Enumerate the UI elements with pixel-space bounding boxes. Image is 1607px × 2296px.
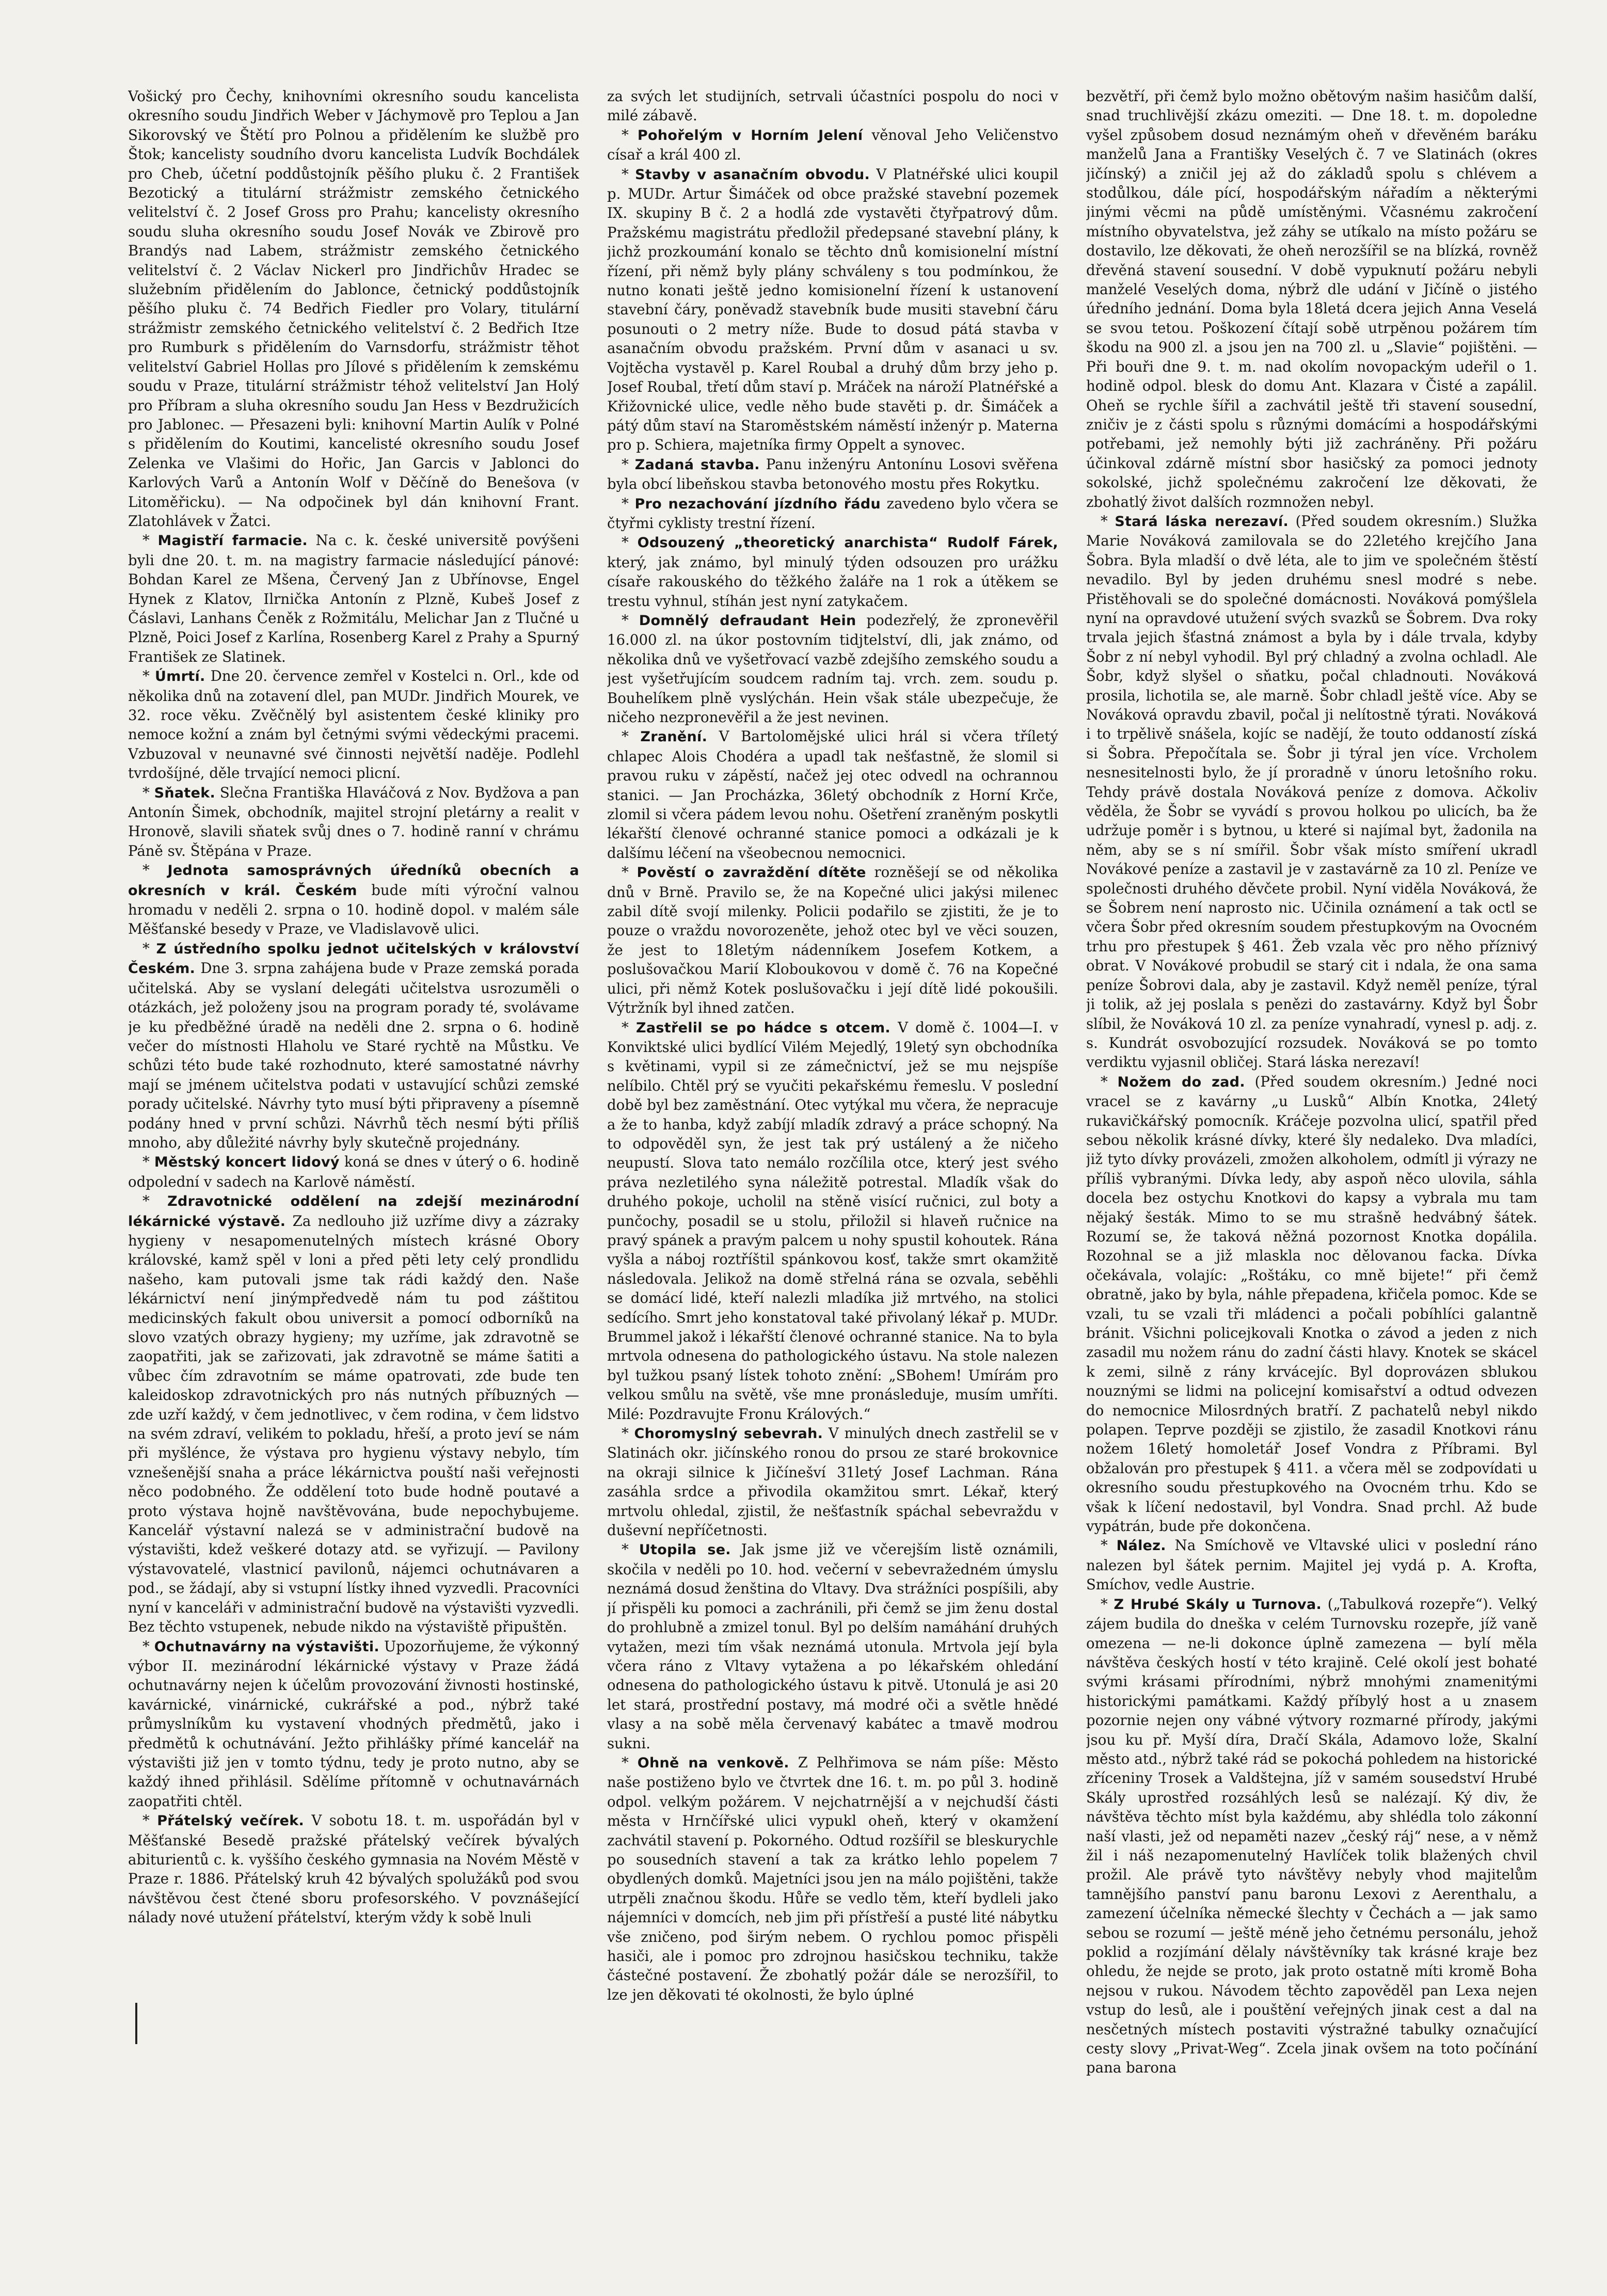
column-1	[128, 87, 579, 2229]
article-body: podezřelý, že zpronevěřil 16.000 zl. na úkor postovním tidjtelství, dli, jak známo, od několika dnů ve vyšetřovací vazbě zdejšího zemského soudu a jest vyšetřujícím soudcem radním taj. vrch. zem. soudu p. Bouhelíkem plně vyslýchán. Hein však stále ubezpečuje, že ničeho nezpronevěřil a že jest nevinen.	[607, 611, 1058, 726]
article: * Pro nezachování jízdního řádu zavedeno bylo včera se čtyřmi cyklisty trestní řízení.	[607, 495, 1058, 532]
article-heading: Nožem do zad.	[1117, 1074, 1245, 1090]
margin-mark	[135, 2003, 137, 2044]
article-body: (Před soudem okresním.) Služka Marie Nováková zamilovala se do 22letého krejčího Jana Šobra. Byla mladší o dvě léta, ale to jim ve společném štěstí nevadilo. Byl by jeden druhému snesl modré s nebe. Přistěhovali se do společné domácnosti. Nováková pomýšlela nyní na opravdové utužení svých svazků se Šobrem. Dva roky trvala jejich šťastná známost a byla by i dále trvala, kdyby Šobr z ní nebyl vyhodil. Byl prý chladný a zvolna ochladl. Ale Šobr, když slyšel o sňatku, počal chladnouti. Nováková prosila, lichotila se, ale marně. Šobr chladl ještě více. Aby se Nováková opravdu zbavil, počal ji nelítostně týrati. Nováková i to trpělivě snášela, kojíc se nadějí, že touto oddaností získá si Šobra. Přepočítala se. Šobr ji týral jen více. Vrcholem nesnesitelnosti bylo, že jí proradně v únoru letošního roku. Tehdy právě dostala Nováková peníze z domova. Ačkoliv věděla, že Šobr se vyvádí s provou holkou po ulicích, ba že udržuje poměr i s bytnou, u které si najímal byt, žadonila na něm, aby se s ní smířil. Šobr však místo smíření ukradl Novákové peníze a zastavil je v zastavárně za 10 zl. Peníze ve společnosti druhého děvčete probil. Nyní viděla Nováková, že se Šobrem není naprosto nic. Učinila oznámení a tak octl se včera Šobr před okresním soudem přestupkovým na Ovocném trhu pro přestupek § 461. Žeb vzala věc pro něho příznivý obrat. V Novákové probudil se starý cit i ndala, že ona sama peníze Šobrovi dala, aby je zastavil. Když neměl peníze, týral ji tolik, až jej poslala s penězi do zastavárny. Když byl Šobr slíbil, že Nováková 10 zl. za peníze vynahradí, vynesl p. adj. z. s. Kundrát osvobozující rozsudek. Nováková se po tomto verdiktu vyjasnil obličej. Stará láska nerezaví!	[1086, 512, 1537, 1071]
article: * Domnělý defraudant Hein podezřelý, že zpronevěřil 16.000 zl. na úkor postovním tidjtelství, dli, jak známo, od několika dnů ve vyšetřovací vazbě zdejšího zemského soudu a jest vyšetřujícím soudcem radním taj. vrch. zem. soudu p. Bouhelíkem plně vyslýchán. Hein však stále ubezpečuje, že ničeho nezpronevěřil a že jest nevinen.	[607, 611, 1058, 726]
article: * Pohořelým v Horním Jelení věnoval Jeho Veličenstvo císař a král 400 zl.	[607, 126, 1058, 164]
article-body: za svých let studijních, setrvali účastníci pospolu do noci v milé zábavě.	[607, 88, 1058, 124]
article-body: Dne 20. července zemřel v Kostelci n. Orl., kde od několika dnů na zotavení dlel, pan MUDr. Jindřich Mourek, ve 32. roce věku. Zvěčnělý byl asistentem české kliniky pro nemoce kožní a znám byl četnými svými vědeckými pracemi. Vzbuzoval v neunavné své činnosti největší naděje. Podlehl tvrdošíjné, děle trvající nemoci plicní.	[128, 667, 579, 782]
article-body: bezvětří, při čemž bylo možno obětovým našim hasičům další, snad truchlivější zkázu omeziti. — Dne 18. t. m. dopoledne vyšel způsobem dosud neznámým oheň v dřevěném baráku manželů Jana a Františky Veselých č. 7 ve Slatinách (okres jičínský) a zničil jej až do základů spolu s chlévem a stodůlkou, dále pící, hospodářským nářadím a některými jinými věcmi na půdě umístěnými. Včasnému zakročení místního obyvatelstva, jež záhy se utíkalo na místo požáru se dostavilo, lze děkovati, že oheň nerozšířil se na blízká, rovněž dřevěná stavení sousední. V době vypuknutí požáru nebyli manželé Veselých doma, nýbrž dle udání v Jičíně o jistého úředního jednání. Doma byla 18letá dcera jejich Anna Veselá se svou tetou. Poškození čítají sobě utrpěnou požárem tím škodu na 900 zl. a jsou jen na 700 zl. u „Slavie“ pojištěni. — Při bouři dne 9. t. m. nad okolím novopackým udeřil o 1. hodině odpol. blesk do domu Ant. Klazara v Čisté a zapálil. Oheň se rychle šířil a zachvátil ještě tři stavení sousední, zničiv je z části spolu s různými domácími a hospodářskými potřebami, jež nemohly býti již zachráněny. Při požáru účinkoval zdárně místní sbor hasičský za pomoci jednoty sokolské, jichž společnému zakročení lze děkovati, že zbohatlý život dalších rozmnožen nebyl.	[1086, 88, 1537, 511]
article-body: („Tabulková rozepře“). Velký zájem budila do dneška v celém Turnovsku rozepře, jíž vaně omezena — ne-li dokonce úplně zamezena — bylí měla návštěva českých hostí v této krajině. Celé okolí jest bohaté svými krásami přírodními, nýbrž mnohými znamenitými historickými památkami. Každý příbylý host a u znasem pozornie nejen ony vábné výtvory rozmarné přírody, jakými jsou ku př. Myší díra, Dračí Skála, Adamovo lože, Skalní město atd., nýbrž také rád se pokochá pohledem na historické zříceniny Trosek a Valdštejna, jíž v samém sousedství Hrubé Skály uprostřed rozsáhlých lesů se nalézají. Ký div, že návštěva těchto míst byla každému, aby shlédla tolo zákonní naší vlasti, jež od nepaměti nazev „český ráj“ nese, a v němž žil i náš nezapomenutelný Havlíček tolik blažených chvil prožil. Ale právě tyto návštěvy nebyly vhod majitelům tamnějšího panství panu baronu Lexovi z Aerenthalu, a zamezení účelníka německé šlechty v Čechách a — jak samo sebou se rozumí — ještě méně jeho četnému personálu, jehož poklid a rozjímání dělaly návštěvníky tak krásné kraje bez ohledu, že nejde se proto, jak proto ostatně míti kromě Boha nejsou v rukou. Návodem těchto zapověděl pan Lexa nejen vstup do lesů, ale i pouštění veřejných jinak cest a dal na nesčetných místech postaviti výstražné tabulky označující cesty slovy „Privat-Weg“. Zcela jinak ovšem na toto počínání pana barona	[1086, 1595, 1537, 2077]
article: * Nález. Na Smíchově ve Vltavské ulici v poslední ráno nalezen byl šátek pernim. Majitel jej vydá p. A. Krofta, Smíchov, vedle Austrie.	[1086, 1537, 1537, 1593]
article-heading: Domnělý defraudant Hein	[639, 612, 856, 629]
article-heading: Pověstí o zavraždění dítěte	[637, 865, 866, 881]
article: * Stavby v asanačním obvodu. V Platnéřské ulici koupil p. MUDr. Artur Šimáček od obce pražské stavební pozemek IX. skupiny B č. 2 a hodlá zde vystavěti čtyřpatrový dům. Pražskému magistrátu předložil předepsané stavební plány, k jichž prozkoumání konalo se těchto dnů komisionelní místní řízení, při němž byly plány schváleny s tou podmínkou, že nutno konati ještě jedno komisionelní řízení k ustanovení stavební čáry, poněvadž stavebník bude musiti stavební čáru posunouti o 2 metry níže. Bude to dosud pátá stavba v asanačním obvodu pražském. První dům v asanaci u sv. Vojtěcha vystavěl p. Karel Roubal a druhý dům brzy jeho p. Josef Roubal, třetí dům staví p. Mráček na nároží Platnéřské a Křižovnické ulice, vedle něho bude stavěti p. dr. Šimáček a pátý dům staví na Staroměstském náměstí inženýr p. Materna pro p. Schiera, majetníka firmy Oppelt a synovec.	[607, 165, 1058, 454]
article-heading: Jednota samosprávných úředníků obecních a okresních v král. Českém	[128, 863, 579, 899]
article: * Utopila se. Jak jsme již ve včerejším listě oznámili, skočila v neděli po 10. hod. večerní v sebevražedném úmyslu neznámá dosud ženština do Vltavy. Dva strážníci pospíšili, aby jí přispěli ku pomoci a zachránili, při čemž se jim ženu dostal do prohlubně a zmizel tonul. Byl po delším namáhání druhých vytažen, mezi tím však neznámá utonula. Mrtvola její byla včera ráno z Vltavy vytažena a po lékařském ohledání odnesena do pathologického ústavu k pitvě. Utonulá je asi 20 let stará, prostřední postavy, má modré oči a světle hnědé vlasy a na sobě měla červenavý kabátec a tmavě modrou sukni.	[607, 1541, 1058, 1752]
article-body: Na c. k. české universitě povýšeni byli dne 20. t. m. na magistry farmacie následující pánové: Bohdan Karel ze Mšena, Červený Jan z Ubřínovse, Engel Hynek z Klatov, Ilrnička Antonín z Plzně, Kubeš Josef z Čáslavi, Lanhans Čeněk z Rožmitálu, Melichar Jan z Tlučné u Plzně, Poici Josef z Karlína, Rosenberg Karel z Prahy a Spurný František ze Slatinek.	[128, 532, 579, 665]
columns-container	[128, 87, 1537, 2229]
column-3	[1086, 87, 1537, 2229]
article-body: V Platnéřské ulici koupil p. MUDr. Artur Šimáček od obce pražské stavební pozemek IX. skupiny B č. 2 a hodlá zde vystavěti čtyřpatrový dům. Pražskému magistrátu předložil předepsané stavební plány, k jichž prozkoumání konalo se těchto dnů komisionelní místní řízení, při němž byly plány schváleny s tou podmínkou, že nutno konati ještě jedno komisionelní řízení k ustanovení stavební čáry, poněvadž stavebník bude musiti stavební čáru posunouti o 2 metry níže. Bude to dosud pátá stavba v asanačním obvodu pražském. První dům v asanaci u sv. Vojtěcha vystavěl p. Karel Roubal a druhý dům brzy jeho p. Josef Roubal, třetí dům staví p. Mráček na nároží Platnéřské a Křižovnické ulice, vedle něho bude stavěti p. dr. Šimáček a pátý dům staví na Staroměstském náměstí inženýr p. Materna pro p. Schiera, majetníka firmy Oppelt a synovec.	[607, 165, 1058, 454]
article-body: Upozorňujeme, že výkonný výbor II. mezinárodní lékárnické výstavy v Praze žádá ochutnavárny nejen k účelům provozování živnosti hostinské, kavárnické, vinárnické, cukrářské a pod., nýbrž také průmyslníkům ku vystavení vhodných předmětů, jako i předmětů k ochutnávání. Ježto přihlášky přímé kancelář na výstavišti již jen v tomto týdnu, tedy je proto nutno, aby se každý ihned přihlásil. Sdělíme přítomně v ochutnavárnách zaopatřiti chtěl.	[128, 1637, 579, 1810]
article: * Zadaná stavba. Panu inženýru Antonínu Losovi svěřena byla obcí libeňskou stavba betonového mostu přes Rokytku.	[607, 455, 1058, 493]
article-body: (Před soudem okresním.) Jedné noci vracel se z kavárny „u Lusků“ Albín Knotka, 24letý rukavičkářský pomocník. Kráčeje pozvolna ulicí, spatřil před sebou několik krásné dívky, které šly nedaleko. Dva mladíci, již tyto dívky provázeli, zmožen alkoholem, odmítl ji výrazy ne příliš vybranými. Dívka ledy, aby aspoň něco ulovila, sáhla docela bez ostychu Knotkovi do kapsy a vybrala mu tam nějaký šesták. Mimo to se mu strašně hedvábný šátek. Rozumí se, že taková něžná pozornost Knotka dopálila. Rozohnal se a již mlaskla noc dělovanou facka. Dívka očekávala, volajíc: „Roštáku, co mně bijete!“ při čemž obratně, jako by byla, náhle přepadena, křičela pomoc. Kde se vzali, tu se vzali tři mládenci a počali pobíhlíci galantně bránit. Všichni policejkovali Knotka o závod a jeden z nich zasadil mu nožem ránu do zadní části hlavy. Knotek se skácel k zemi, silně z rány krvácejíc. Byl doprovázen sblukou nouznými se lidmi na policejní komisařství a odtud odvezen do nemocnice Milosrdných bratří. Z pachatelů nebyl nikdo polapen. Teprve později se zjistilo, že zasadil Knotkovi ránu nožem 16letý homoletář Josef Vondra z Příbrami. Byl obžalován pro přestupek § 411. a včera měl se zodpovídati u okresního soudu přestupkového na Ovocném trhu. Kdo se však k líčení nedostavil, byl Vondra. Snad prchl. Až bude vypátrán, bude pře dokončena.	[1086, 1073, 1537, 1535]
article-body: Vošický pro Čechy, knihovními okresního soudu kancelista okresního soudu Jindřich Weber v Jáchymově pro Teplou a Jan Sikorovský ve Štětí pro Polnou a přidělením ke službě pro Štok; kancelisty soudního dvoru kancelista Ludvík Bochdálek pro Cheb, účetní poddůstojník pěšího pluku č. 2 František Bezotický a titulární strážmistr zemského četnického velitelství č. 2 Josef Gross pro Prahu; kancelisty okresního soudu sluha okresního soudu Josef Novák ve Zbirově pro Brandýs nad Labem, strážmistr zemského četnického velitelství č. 2 Václav Nickerl pro Jindřichův Hradec se služebním přidělením do Jablonce, četnický poddůstojník pěšího pluku č. 74 Bedřich Fiedler pro Volary, titulární strážmistr zemského četnického velitelství č. 2 Bedřich Itze pro Rumburk s přidělením do Varnsdorfu, strážmistr těhot velitelství Gabriel Hollas pro Jílové s přidělením k zemskému soudu v Praze, titulární strážmistr téhož velitelství Jan Holý pro Příbram a sluha okresního soudu Jan Hess v Bezdružicích pro Jablonec. — Přesazeni byli: knihovní Martin Aulík v Polné s přidělením do Koutimi, kancelisté okresního soudu Josef Zelenka ve Vlašimi do Hořic, Jan Garcis v Jablonci do Karlových Varů a Antonín Wolf v Děčíně do Benešova (v Litoměřicku). — Na odpočinek byl dán knihovní Frant. Zlatohlávek v Žatci.	[128, 88, 579, 530]
article-body: koná se dnes v úterý o 6. hodině odpolední v sadech na Karlově náměstí.	[128, 1153, 579, 1190]
article-heading: Zadaná stavba.	[634, 456, 760, 473]
article-heading: Přátelský večírek.	[157, 1813, 305, 1829]
article-body: rozněšejí se od několika dnů v Brně. Pravilo se, že na Kopečné ulici jakýsi milenec zabil dítě svojí milenky. Policii podařilo se zjistiti, že je to pouze o vraždu novorozeněte, jehož otec byl ve věci souzen, že jest to 18letým nádenníkem Josefem Kotkem, a poslušovačkou Marií Kloboukovou v domě č. 76 na Kopečné ulici, při němž Kotek poslušovačku i její dítě lidé pokoušili. Výtržník byl ihned zatčen.	[607, 864, 1058, 1017]
article-heading: Zdravotnické oddělení na zdejší mezinárodní lékárnické výstavě.	[128, 1193, 579, 1230]
article-body: Na Smíchově ve Vltavské ulici v poslední ráno nalezen byl šátek pernim. Majitel jej vydá p. A. Krofta, Smíchov, vedle Austrie.	[1086, 1537, 1537, 1593]
article: * Magistří farmacie. Na c. k. české universitě povýšeni byli dne 20. t. m. na magistry farmacie následující pánové: Bohdan Karel ze Mšena, Červený Jan z Ubřínovse, Engel Hynek z Klatov, Ilrnička Antonín z Plzně, Kubeš Josef z Čáslavi, Lanhans Čeněk z Rožmitálu, Melichar Jan z Tlučné u Plzně, Poici Josef z Karlína, Rosenberg Karel z Prahy a Spurný František ze Slatinek.	[128, 532, 579, 665]
article	[1086, 87, 1537, 512]
article-body: Panu inženýru Antonínu Losovi svěřena byla obcí libeňskou stavba betonového mostu přes Rokytku.	[607, 455, 1058, 493]
article-body: V domě č. 1004—I. v Konviktské ulici bydlící Vilém Mejedlý, 19letý syn obchodníka s květinami, vypil si ze zámečnictví, jež se mu nejspíše nelíbilo. Chtěl prý se vyučiti pekařskému řemeslu. V poslední době byl bez zaměstnání. Otec vytýkal mu včera, že nepracuje a že to hanba, když zabíjí mladík zdravý a práce schopný. Na to odpověděl syn, že jest tak prý ustálený a že ničeho neupustí. Slova tato nemálo rozčílila otce, který jest svého práva nezletilého syna náležitě potrestal. Mladík však do druhého pokoje, ucholil na stěně visící ručnici, zul boty a punčochy, posadil se u stolu, přiložil si hlaveň ručnice na pravý spánek a pravým palcem u nohy spustil kohoutek. Rána vyšla a náboj roztříštil spánkovou kosť, takže smrt okamžitě následovala. Jelikož na domě střelná rána se ozvala, seběhli se domácí lidé, kteří nalezli mladíka již mrtvého, na stolici sedícího. Smrt jeho konstatoval také přivolaný lékař p. MUDr. Brummel jakož i lékařští členové ochranné stanice. Na to byla mrtvola odnesena do pathologického ústavu. Na stole nalezen byl tužkou psaný lístek tohoto znění: „SBohem! Umírám pro velkou smůlu na světě, vše mne pronásleduje, musím umříti. Milé: Pozdravujte Fronu Králových.“	[607, 1018, 1058, 1423]
article: * Z Hrubé Skály u Turnova. („Tabulková rozepře“). Velký zájem budila do dneška v celém Turnovsku rozepře, jíž vaně omezena — ne-li dokonce úplně zamezena — bylí měla návštěva českých hostí v této krajině. Celé okolí jest bohaté svými krásami přírodními, nýbrž mnohými znamenitými historickými památkami. Každý příbylý host a u znasem pozornie nejen ony vábné výtvory rozmarné přírody, jakými jsou ku př. Myší díra, Dračí Skála, Adamovo lože, Skalní město atd., nýbrž také rád se pokochá pohledem na historické zříceniny Trosek a Valdštejna, jíž v samém sousedství Hrubé Skály uprostřed rozsáhlých lesů se nalézají. Ký div, že návštěva těchto míst byla každému, aby shlédla tolo zákonní naší vlasti, jež od nepaměti nazev „český ráj“ nese, a v němž žil i náš nezapomenutelný Havlíček tolik blažených chvil prožil. Ale právě tyto návštěvy nebyly vhod majitelům tamnějšího panství panu baronu Lexovi z Aerenthalu, a zamezení účelníka německé šlechty v Čechách a — jak samo sebou se rozumí — ještě méně jeho četnému personálu, jehož poklid a rozjímání dělaly návštěvníky tak krásné kraje bez ohledu, že nejde se proto, jak proto ostatně míti kromě Boha nejsou v rukou. Návodem těchto zapověděl pan Lexa nejen vstup do lesů, ale i pouštění veřejných jinak cest a dal na nesčetných místech postaviti výstražné tabulky označující cesty slovy „Privat-Weg“. Zcela jinak ovšem na toto počínání pana barona	[1086, 1595, 1537, 2077]
article: * Jednota samosprávných úředníků obecních a okresních v král. Českém bude míti výroční valnou hromadu v neděli 2. srpna o 10. hodině dopol. v malém sále Měšťanské besedy v Praze, ve Vladislavově ulici.	[128, 862, 579, 938]
article: * Ochutnavárny na výstavišti. Upozorňujeme, že výkonný výbor II. mezinárodní lékárnické výstavy v Praze žádá ochutnavárny nejen k účelům provozování živnosti hostinské, kavárnické, vinárnické, cukrářské a pod., nýbrž také průmyslníkům ku vystavení vhodných předmětů, jako i předmětů k ochutnávání. Ježto přihlášky přímé kancelář na výstavišti již jen v tomto týdnu, tedy je proto nutno, aby se každý ihned přihlásil. Sdělíme přítomně v ochutnavárnách zaopatřiti chtěl.	[128, 1637, 579, 1810]
article-body: bude míti výroční valnou hromadu v neděli 2. srpna o 10. hodině dopol. v malém sále Měšťanské besedy v Praze, ve Vladislavově ulici.	[128, 881, 579, 938]
article-heading: Úmrtí.	[155, 668, 205, 685]
article-body: Slečna Františka Hlaváčová z Nov. Bydžova a pan Antonín Šimek, obchodník, majitel strojní pletárny a realit v Hronově, slavili sňatek svůj dnes o 7. hodině ranní v chrámu Páně sv. Štěpána v Praze.	[128, 784, 579, 859]
article-body: V minulých dnech zastřelil se v Slatinách okr. jičínského ronou do prsou ze staré brokovnice na okraji silnice k Jičínešví 31letý Josef Lachman. Rána zasáhla srdce a přivodila okamžitou smrt. Lékař, který mrtvolu ohledal, zjistil, že nešťastník spáchal sebevraždu v duševní nepříčetnosti.	[607, 1425, 1058, 1539]
article-heading: Z Hrubé Skály u Turnova.	[1113, 1596, 1322, 1613]
article: * Přátelský večírek. V sobotu 18. t. m. uspořádán byl v Měšťanské Besedě pražské přátelský večírek bývalých abiturientů c. k. vyššího českého gymnasia na Novém Městě v Praze r. 1886. Přátelský kruh 42 bývalých spolužáků pod svou návštěvou čest čtené sboru profesorského. V povznášející nálady nové utužení přátelství, kterým vždy k sobě lnuli	[128, 1812, 579, 1926]
article: * Choromyslný sebevrah. V minulých dnech zastřelil se v Slatinách okr. jičínského ronou do prsou ze staré brokovnice na okraji silnice k Jičínešví 31letý Josef Lachman. Rána zasáhla srdce a přivodila okamžitou smrt. Lékař, který mrtvolu ohledal, zjistil, že nešťastník spáchal sebevraždu v duševní nepříčetnosti.	[607, 1425, 1058, 1539]
article-body: Dne 3. srpna zahájena bude v Praze zemská porada učitelská. Aby se vyslaní delegáti učitelstva usrozuměli o otázkách, jež položeny jsou na program porady té, svolávame je ku předběžné úradě na neděli dne 2. srpna o 6. hodině večer do místnosti Hlaholu ve Staré rychtě na Můstku. Ve schůzi této bude také rozhodnuto, které samostatné návrhy mají se jménem učitelstva podati v ustavující schůzi zemské porady učitelské. Návrhy tyto musí býti připraveny a písemně podány hned v první schůzi. Návrhů těch nesmí býti příliš mnoho, aby důležité návrhy byly skutečně projednány.	[128, 960, 579, 1151]
article-heading: Pro nezachování jízdního řádu	[634, 496, 881, 512]
article-heading: Choromyslný sebevrah.	[634, 1426, 823, 1442]
article: * Ohně na venkově. Z Pelhřimova se nám píše: Město naše postiženo bylo ve čtvrtek dne 16. t. m. po půl 3. hodině odpol. velkým požárem. V nejchatrnější a v nejchudší části města v Hrnčířské ulici vypukl oheň, který v okamžení zachvátil stavení p. Pokorného. Odtud rozšířil se bleskurychle po sousedních stavení a tak za krátko lehlo popelem 7 obydlených domků. Majetníci jsou jen na málo pojištěni, takže utrpěli značnou škodu. Hůře se vedlo těm, kteří bydleli jako nájemníci v domcích, neb jim při přístřeší a pusté lité nábytku vše zničeno, pod širým nebem. O rychlou pomoc přispěli hasiči, ale i pomoc pro zdrojnou hasičskou techniku, takže částečné postavení. Že zbohatlý požár dále se nerozšířil, to lze jen děkovati té okolnosti, že bylo úplné	[607, 1753, 1058, 2003]
article: * Zranění. V Bartolomějské ulici hrál si včera tříletý chlapec Alois Chodéra a upadl tak nešťastně, že slomil si pravou ruku v zápěstí, načež jej otec odvedl na ochrannou stanici. — Jan Procházka, 36letý obchodník z Horní Krče, zlomil si včera pádem levou nohu. Ošetření zraněným poskytli lékařští členové ochranné stanice pomoci a odkázali je k dalšímu léčení na všeobecnou nemocnici.	[607, 728, 1058, 862]
article	[607, 87, 1058, 125]
article-body: V Bartolomějské ulici hrál si včera tříletý chlapec Alois Chodéra a upadl tak nešťastně, že slomil si pravou ruku v zápěstí, načež jej otec odvedl na ochrannou stanici. — Jan Procházka, 36letý obchodník z Horní Krče, zlomil si včera pádem levou nohu. Ošetření zraněným poskytli lékařští členové ochranné stanice pomoci a odkázali je k dalšímu léčení na všeobecnou nemocnici.	[607, 728, 1058, 862]
article: * Zdravotnické oddělení na zdejší mezinárodní lékárnické výstavě. Za nedlouho již uzříme divy a zázraky hygieny v nesapomenutelných místech krásné Obory královské, kamž spěl v loni a před pěti lety celý prondlidu našeho, kam putovali jsme tak rádi každý den. Naše lékárnictví není jinýmpředvedě nám tu pod záštitou medicinských fakult obou universit a pomocí odborníků na slovo vzatých obrazy hygieny; my uzříme, jak zdravotně se zaopatřiti, jak se zařizovati, jak zdravotně se máme šatiti a vůbec čím zdravotním se máme opatrovati, zde bude ten kaleidoskop zdravotnických pro nás nutných příbuzných — zde uzří každý, v čem jednotlivec, v čem rodina, v čem lidstvo na svém zdraví, velikém to pokladu, hřeší, a proto jeví se nám při myšlénce, že výstava pro hygienu výstavy nebylo, tím vznešenější snaha a práce lékárnictva pouští naši veřejnosti něco podobného. Že oddělení toto bude hodně poutavé a proto výstava hojně navštěvována, bude nepochybujeme. Kancelář výstavní nalezá se v administrační budově na výstavišti, kdež veškeré dotazy atd. se vyřizují. — Pavilony výstavovatelé, vlastnicí pavilonů, nájemci ochutnávaren a pod., se žádají, aby si vstupní lístky ihned vyzvedli. Pracovníci nyní v kanceláři v administrační budově na výstavišti vyzvedli. Bez těchto vstupenek, nebude nikdo na výstaviště připuštěn.	[128, 1192, 579, 1636]
article: * Úmrtí. Dne 20. července zemřel v Kostelci n. Orl., kde od několika dnů na zotavení dlel, pan MUDr. Jindřich Mourek, ve 32. roce věku. Zvěčnělý byl asistentem české kliniky pro nemoce kožní a znám byl četnými svými vědeckými pracemi. Vzbuzoval v neunavné své činnosti největší naděje. Podlehl tvrdošíjné, děle trvající nemoci plicní.	[128, 667, 579, 782]
article-heading: Sňatek.	[154, 785, 216, 801]
article-heading: Ochutnavárny na výstavišti.	[154, 1638, 379, 1655]
article-heading: Zastřelil se po hádce s otcem.	[636, 1019, 890, 1036]
article-body: Z Pelhřimova se nám píše: Město naše postiženo bylo ve čtvrtek dne 16. t. m. po půl 3. hodině odpol. velkým požárem. V nejchatrnější a v nejchudší části města v Hrnčířské ulici vypukl oheň, který v okamžení zachvátil stavení p. Pokorného. Odtud rozšířil se bleskurychle po sousedních stavení a tak za krátko lehlo popelem 7 obydlených domků. Majetníci jsou jen na málo pojištěni, takže utrpěli značnou škodu. Hůře se vedlo těm, kteří bydleli jako nájemníci v domcích, neb jim při přístřeší a pusté lité nábytku vše zničeno, pod širým nebem. O rychlou pomoc přispěli hasiči, ale i pomoc pro zdrojnou hasičskou techniku, takže částečné postavení. Že zbohatlý požár dále se nerozšířil, to lze jen děkovati té okolnosti, že bylo úplné	[607, 1753, 1058, 2003]
article: * Městský koncert lidový koná se dnes v úterý o 6. hodině odpolední v sadech na Karlově náměstí.	[128, 1153, 579, 1190]
article-body: V sobotu 18. t. m. uspořádán byl v Měšťanské Besedě pražské přátelský večírek bývalých abiturientů c. k. vyššího českého gymnasia na Novém Městě v Praze r. 1886. Přátelský kruh 42 bývalých spolužáků pod svou návštěvou čest čtené sboru profesorského. V povznášející nálady nové utužení přátelství, kterým vždy k sobě lnuli	[128, 1812, 579, 1926]
article: * Nožem do zad. (Před soudem okresním.) Jedné noci vracel se z kavárny „u Lusků“ Albín Knotka, 24letý rukavičkářský pomocník. Kráčeje pozvolna ulicí, spatřil před sebou několik krásné dívky, které šly nedaleko. Dva mladíci, již tyto dívky provázeli, zmožen alkoholem, odmítl ji výrazy ne příliš vybranými. Dívka ledy, aby aspoň něco ulovila, sáhla docela bez ostychu Knotkovi do kapsy a vybrala mu tam nějaký šesták. Mimo to se mu strašně hedvábný šátek. Rozumí se, že taková něžná pozornost Knotka dopálila. Rozohnal se a již mlaskla noc dělovanou facka. Dívka očekávala, volajíc: „Roštáku, co mně bijete!“ při čemž obratně, jako by byla, náhle přepadena, křičela pomoc. Kde se vzali, tu se vzali tři mládenci a počali pobíhlíci galantně bránit. Všichni policejkovali Knotka o závod a jeden z nich zasadil mu nožem ránu do zadní části hlavy. Knotek se skácel k zemi, silně z rány krvácejíc. Byl doprovázen sblukou nouznými se lidmi na policejní komisařství a odtud odvezen do nemocnice Milosrdných bratří. Z pachatelů nebyl nikdo polapen. Teprve později se zjistilo, že zasadil Knotkovi ránu nožem 16letý homoletář Josef Vondra z Příbrami. Byl obžalován pro přestupek § 411. a včera měl se zodpovídati u okresního soudu přestupkového na Ovocném trhu. Kdo se však k líčení nedostavil, byl Vondra. Snad prchl. Až bude vypátrán, bude pře dokončena.	[1086, 1073, 1537, 1535]
article	[128, 87, 579, 531]
article-heading: Zranění.	[640, 729, 708, 745]
article: * Sňatek. Slečna Františka Hlaváčová z Nov. Bydžova a pan Antonín Šimek, obchodník, majitel strojní pletárny a realit v Hronově, slavili sňatek svůj dnes o 7. hodině ranní v chrámu Páně sv. Štěpána v Praze.	[128, 784, 579, 859]
article-body: který, jak známo, byl minulý týden odsouzen pro urážku císaře rakouského do těžkého žaláře na 1 rok a útěkem se trestu vyhnul, stíhán jest nyní zatykačem.	[607, 553, 1058, 610]
article: * Stará láska nerezaví. (Před soudem okresním.) Služka Marie Nováková zamilovala se do 22letého krejčího Jana Šobra. Byla mladší o dvě léta, ale to jim ve společném štěstí nevadilo. Byl by jeden druhému snesl modré s nebe. Přistěhovali se do společné domácnosti. Nováková pomýšlela nyní na opravdové utužení svých svazků se Šobrem. Dva roky trvala jejich šťastná známost a byla by i dále trvala, kdyby Šobr z ní nebyl vyhodil. Byl prý chladný a zvolna ochladl. Ale Šobr, když slyšel o sňatku, počal chladnouti. Nováková prosila, lichotila se, ale marně. Šobr chladl ještě více. Aby se Nováková opravdu zbavil, počal ji nelítostně týrati. Nováková i to trpělivě snášela, kojíc se nadějí, že touto oddaností získá si Šobra. Přepočítala se. Šobr ji týral jen více. Vrcholem nesnesitelnosti bylo, že jí proradně v únoru letošního roku. Tehdy právě dostala Nováková peníze z domova. Ačkoliv věděla, že Šobr se vyvádí s provou holkou po ulicích, ba že udržuje poměr i s bytnou, u které si najímal byt, žadonila na něm, aby se s ní smířil. Šobr však místo smíření ukradl Novákové peníze a zastavil je v zastavárně za 10 zl. Peníze ve společnosti druhého děvčete probil. Nyní viděla Nováková, že se Šobrem není naprosto nic. Učinila oznámení a tak octl se včera Šobr před okresním soudem přestupkovým na Ovocném trhu pro přestupek § 461. Žeb vzala věc pro něho příznivý obrat. V Novákové probudil se starý cit i ndala, že ona sama peníze Šobrovi dala, aby je zastavil. Když neměl peníze, týral ji tolik, až jej poslala s penězi do zastavárny. Když byl Šobr slíbil, že Nováková 10 zl. za peníze vynahradí, vynesl p. adj. z. s. Kundrát osvobozující rozsudek. Nováková se po tomto verdiktu vyjasnil obličej. Stará láska nerezaví!	[1086, 512, 1537, 1071]
article-heading: Utopila se.	[639, 1542, 731, 1558]
article-heading: Stavby v asanačním obvodu.	[635, 166, 870, 183]
article-heading: Nález.	[1116, 1538, 1166, 1554]
article-heading: Magistří farmacie.	[157, 533, 308, 549]
article-heading: Městský koncert lidový	[154, 1154, 340, 1171]
article: * Odsouzený „theoretický anarchista“ Rudolf Fárek, který, jak známo, byl minulý týden odsouzen pro urážku císaře rakouského do těžkého žaláře na 1 rok a útěkem se trestu vyhnul, stíhán jest nyní zatykačem.	[607, 534, 1058, 610]
article-body: Za nedlouho již uzříme divy a zázraky hygieny v nesapomenutelných místech krásné Obory královské, kamž spěl v loni a před pěti lety celý prondlidu našeho, kam putovali jsme tak rádi každý den. Naše lékárnictví není jinýmpředvedě nám tu pod záštitou medicinských fakult obou universit a pomocí odborníků na slovo vzatých obrazy hygieny; my uzříme, jak zdravotně se zaopatřiti, jak se zařizovati, jak zdravotně se máme šatiti a vůbec čím zdravotním se máme opatrovati, zde bude ten kaleidoskop zdravotnických pro nás nutných příbuzných — zde uzří každý, v čem jednotlivec, v čem rodina, v čem lidstvo na svém zdraví, velikém to pokladu, hřeší, a proto jeví se nám při myšlénce, že výstava pro hygienu výstavy nebylo, tím vznešenější snaha a práce lékárnictva pouští naši veřejnosti něco podobného. Že oddělení toto bude hodně poutavé a proto výstava hojně navštěvována, bude nepochybujeme. Kancelář výstavní nalezá se v administrační budově na výstavišti, kdež veškeré dotazy atd. se vyřizují. — Pavilony výstavovatelé, vlastnicí pavilonů, nájemci ochutnávaren a pod., se žádají, aby si vstupní lístky ihned vyzvedli. Pracovníci nyní v kanceláři v administrační budově na výstavišti vyzvedli. Bez těchto vstupenek, nebude nikdo na výstaviště připuštěn.	[128, 1212, 579, 1636]
article-heading: Ohně na venkově.	[637, 1755, 789, 1771]
article-body: zavedeno bylo včera se čtyřmi cyklisty trestní řízení.	[607, 495, 1058, 532]
article: * Pověstí o zavraždění dítěte rozněšejí se od několika dnů v Brně. Pravilo se, že na Kopečné ulici jakýsi milenec zabil dítě svojí milenky. Policii podařilo se zjistiti, že je to pouze o vraždu novorozeněte, jehož otec byl ve věci souzen, že jest to 18letým nádenníkem Josefem Kotkem, a poslušovačkou Marií Kloboukovou v domě č. 76 na Kopečné ulici, při němž Kotek poslušovačku i její dítě lidé pokoušili. Výtržník byl ihned zatčen.	[607, 864, 1058, 1017]
article-heading: Z ústředního spolku jednot učitelských v království Českém.	[128, 940, 579, 977]
column-2	[607, 87, 1058, 2229]
article: * Z ústředního spolku jednot učitelských v království Českém. Dne 3. srpna zahájena bude v Praze zemská porada učitelská. Aby se vyslaní delegáti učitelstva usrozuměli o otázkách, jež položeny jsou na program porady té, svolávame je ku předběžné úradě na neděli dne 2. srpna o 6. hodině večer do místnosti Hlaholu ve Staré rychtě na Můstku. Ve schůzi této bude také rozhodnuto, které samostatné návrhy mají se jménem učitelstva podati v ustavující schůzi zemské porady učitelské. Návrhy tyto musí býti připraveny a písemně podány hned v první schůzi. Návrhů těch nesmí býti příliš mnoho, aby důležité návrhy byly skutečně projednány.	[128, 939, 579, 1151]
article-heading: Pohořelým v Horním Jelení	[637, 127, 863, 144]
article-heading: Stará láska nerezaví.	[1115, 513, 1289, 530]
article-body: Jak jsme již ve včerejším listě oznámili, skočila v neděli po 10. hod. večerní v sebevražedném úmyslu neznámá dosud ženština do Vltavy. Dva strážníci pospíšili, aby jí přispěli ku pomoci a zachránili, při čemž se jim ženu dostal do prohlubně a zmizel tonul. Byl po delším namáhání druhých vytažen, mezi tím však neznámá utonula. Mrtvola její byla včera ráno z Vltavy vytažena a po lékařském ohledání odnesena do pathologického ústavu k pitvě. Utonulá je asi 20 let stará, prostřední postavy, má modré oči a světle hnědé vlasy a na sobě měla červenavý kabátec a tmavě modrou sukni.	[607, 1541, 1058, 1752]
article-heading: Odsouzený „theoretický anarchista“ Rudolf Fárek,	[637, 535, 1058, 551]
article: * Zastřelil se po hádce s otcem. V domě č. 1004—I. v Konviktské ulici bydlící Vilém Mejedlý, 19letý syn obchodníka s květinami, vypil si ze zámečnictví, jež se mu nejspíše nelíbilo. Chtěl prý se vyučiti pekařskému řemeslu. V poslední době byl bez zaměstnání. Otec vytýkal mu včera, že nepracuje a že to hanba, když zabíjí mladík zdravý a práce schopný. Na to odpověděl syn, že jest tak prý ustálený a že ničeho neupustí. Slova tato nemálo rozčílila otce, který jest svého práva nezletilého syna náležitě potrestal. Mladík však do druhého pokoje, ucholil na stěně visící ručnici, zul boty a punčochy, posadil se u stolu, přiložil si hlaveň ručnice na pravý spánek a pravým palcem u nohy spustil kohoutek. Rána vyšla a náboj roztříštil spánkovou kosť, takže smrt okamžitě následovala. Jelikož na domě střelná rána se ozvala, seběhli se domácí lidé, kteří nalezli mladíka již mrtvého, na stolici sedícího. Smrt jeho konstatoval také přivolaný lékař p. MUDr. Brummel jakož i lékařští členové ochranné stanice. Na to byla mrtvola odnesena do pathologického ústavu. Na stole nalezen byl tužkou psaný lístek tohoto znění: „SBohem! Umírám pro velkou smůlu na světě, vše mne pronásleduje, musím umříti. Milé: Pozdravujte Fronu Králových.“	[607, 1018, 1058, 1423]
article-body: věnoval Jeho Veličenstvo císař a král 400 zl.	[607, 126, 1058, 164]
